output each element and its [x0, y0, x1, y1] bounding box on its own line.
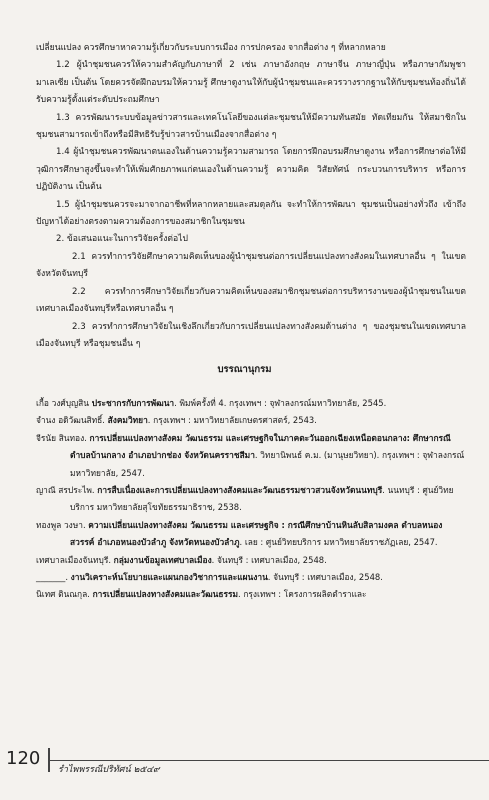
bibliography-entry [36, 517, 466, 552]
entry-title: สังคมวิทยา [107, 415, 148, 426]
entry-author: ทองพูล วงษา. [36, 519, 89, 530]
bibliography-entry [36, 412, 466, 429]
entry-author: จีรนัย สินทอง. [36, 432, 90, 443]
paragraph-1-3: 1.3 ควรพัฒนาระบบข้อมูลข่าวสารและเทคโนโลยีของแต่ละชุมชนให้มีความทันสมัย ทัดเทียมกัน ให้สมาชิกในชุมชนสามารถเข้าถึงหรือมีสิทธิรับรู้ข่าวสารบ้านเมืองจากสื่อต่าง ๆ [36, 112, 466, 141]
paragraph-2-2: 2.2 ควรทำการศึกษาวิจัยเกี่ยวกับความคิดเห็นของสมาชิกชุมชนต่อการบริหารงานของผู้นำชุมชนในเขตเทศบาลเมืองจันทบุรีหรือเทศบาลอื่น ๆ [36, 286, 466, 315]
entry-publication: . กรุงเทพฯ : โครงการผลิตตำราและ [238, 589, 367, 600]
paragraph: เปลี่ยนแปลง ควรศึกษาหาความรู้เกี่ยวกับระบบการเมือง การปกครอง จากสื่อต่าง ๆ ที่หลากหลาย [36, 43, 386, 53]
entry-title: ประชากรกับการพัฒนา [91, 398, 175, 408]
entry-publication: . เลย : ศูนย์วิทยบริการ มหาวิทยาลัยราชภัฏเลย, 2547. [239, 537, 438, 548]
entry-title: งานวิเคราะห์นโยบายและแผนกองวิชาการและแผนงาน [70, 572, 268, 583]
bibliography-heading: บรรณานุกรม [217, 364, 272, 375]
entry-publication: . จันทบุรี : เทศบาลเมือง, 2548. [211, 554, 327, 565]
body-text [36, 40, 466, 353]
paragraph-1-5: 1.5 ผู้นำชุมชนควรจะมาจากอาชีพที่หลากหลายและสมดุลกัน จะทำให้การพัฒนา ชุมชนเป็นอย่างทั่วถึง เข้าถึงปัญหาได้อย่างตรงตามความต้องการของสมาชิกในชุมชน [36, 199, 466, 228]
bibliography-entry [36, 482, 466, 517]
journal-title: รำไพพรรณีปริทัศน์ ๒๕๔๙ [58, 765, 160, 775]
page-footer [0, 744, 489, 800]
entry-publication: . นนทบุรี : ศูนย์วิทยบริการ มหาวิทยาลัยสุโขทัยธรรมาธิราช, 2538. [70, 485, 454, 513]
entry-title: กลุ่มงานข้อมูลเทศบาลเมือง [113, 554, 212, 565]
paragraph-1-2: 1.2 ผู้นำชุมชนควรให้ความสำคัญกับภาษาที่ 2 เช่น ภาษาอังกฤษ ภาษาจีน ภาษาญี่ปุ่น หรือภาษากัมพูชา มาเลเซีย เป็นต้น โดยควรจัดฝึกอบรมให้ความรู้ ศึกษาดูงานให้กับผู้นำชุมชนและควรวางรากฐานให้กับชุมชนท้องถิ่นได้รับความรู้ตั้งแต่ระดับประถมศึกษา [36, 60, 466, 106]
entry-author: เทศบาลเมืองจันทบุรี. [36, 554, 114, 565]
bibliography-entry [36, 586, 466, 603]
paragraph-2-heading: 2. ข้อเสนอแนะในการวิจัยครั้งต่อไป [56, 234, 188, 245]
entry-author: นิเทศ ตินณกุล. [36, 589, 93, 600]
paragraph-1-4: 1.4 ผู้นำชุมชนควรพัฒนาตนเองในด้านความรู้ความสามารถ โดยการฝึกอบรมศึกษาดูงาน หรือการศึกษาต่อให้มีวุฒิการศึกษาสูงขึ้นจะทำให้เพิ่มศักยภาพแก่ตนเองในด้านความรู้ ความคิด วิสัยทัศน์ กระบวนการบริหาร หรือการปฏิบัติงาน เป็นต้น [36, 147, 466, 193]
entry-publication: . พิมพ์ครั้งที่ 4. กรุงเทพฯ : จุฬาลงกรณ์มหาวิทยาลัย, 2545. [174, 398, 387, 408]
bibliography-entry [36, 569, 466, 586]
bibliography-entry [36, 430, 466, 482]
entry-title: ความเปลี่ยนแปลงทางสังคม วัฒนธรรม และเศรษฐกิจ : กรณีศึกษาบ้านหินลับสิลามงคล ตำบลหนองสวรรค์ อำเภอหนองบัวลำภู จังหวัดหนองบัวลำภู [70, 519, 443, 548]
paragraph-2-1: 2.1 ควรทำการวิจัยศึกษาความคิดเห็นของผู้นำชุมชนต่อการเปลี่ยนแปลงทางสังคมในเทศบาลอื่น ๆ ในเขตจังหวัดจันทบุรี [36, 251, 466, 280]
bibliography-entry [36, 395, 466, 412]
entry-title: การเปลี่ยนแปลงทางสังคม วัฒนธรรม และเศรษฐกิจในภาคตะวันออกเฉียงเหนือตอนกลาง: ศึกษากรณีตำบลบ้านกลาง อำเภอปากช่อง จังหวัดนครราชสีมา [70, 432, 451, 461]
paragraph-2-3: 2.3 ควรทำการศึกษาวิจัยในเชิงลึกเกี่ยวกับการเปลี่ยนแปลงทางสังคมด้านต่าง ๆ ของชุมชนในเขตเทศบาลเมืองจันทบุรี หรือชุมชนอื่น ๆ [36, 321, 466, 349]
bibliography-entry [36, 552, 466, 569]
page-number: 120 [6, 748, 41, 769]
entry-publication: . กรุงเทพฯ : มหาวิทยาลัยเกษตรศาสตร์, 2543. [147, 415, 317, 426]
entry-publication: . วิทยานิพนธ์ ค.ม. (มานุษยวิทยา). กรุงเทพฯ : จุฬาลงกรณ์มหาวิทยาลัย, 2547. [70, 450, 465, 478]
entry-publication: . จันทบุรี : เทศบาลเมือง, 2548. [267, 572, 383, 583]
footer-rule [50, 760, 489, 761]
entry-author: _______. [36, 572, 71, 583]
entry-author: ญาณี สรประไพ. [36, 485, 98, 496]
entry-title: การเปลี่ยนแปลงทางสังคมและวัฒนธรรม [92, 589, 239, 600]
bibliography-list [36, 395, 466, 604]
entry-author: เกื้อ วงศ์บุญสิน [36, 398, 92, 408]
entry-author: จำนง อดิวัฒนสิทธิ์. [36, 415, 108, 426]
entry-title: การสืบเนื่องและการเปลี่ยนแปลงทางสังคมและวัฒนธรรมชาวสวนจังหวัดนนทบุรี [97, 485, 383, 496]
